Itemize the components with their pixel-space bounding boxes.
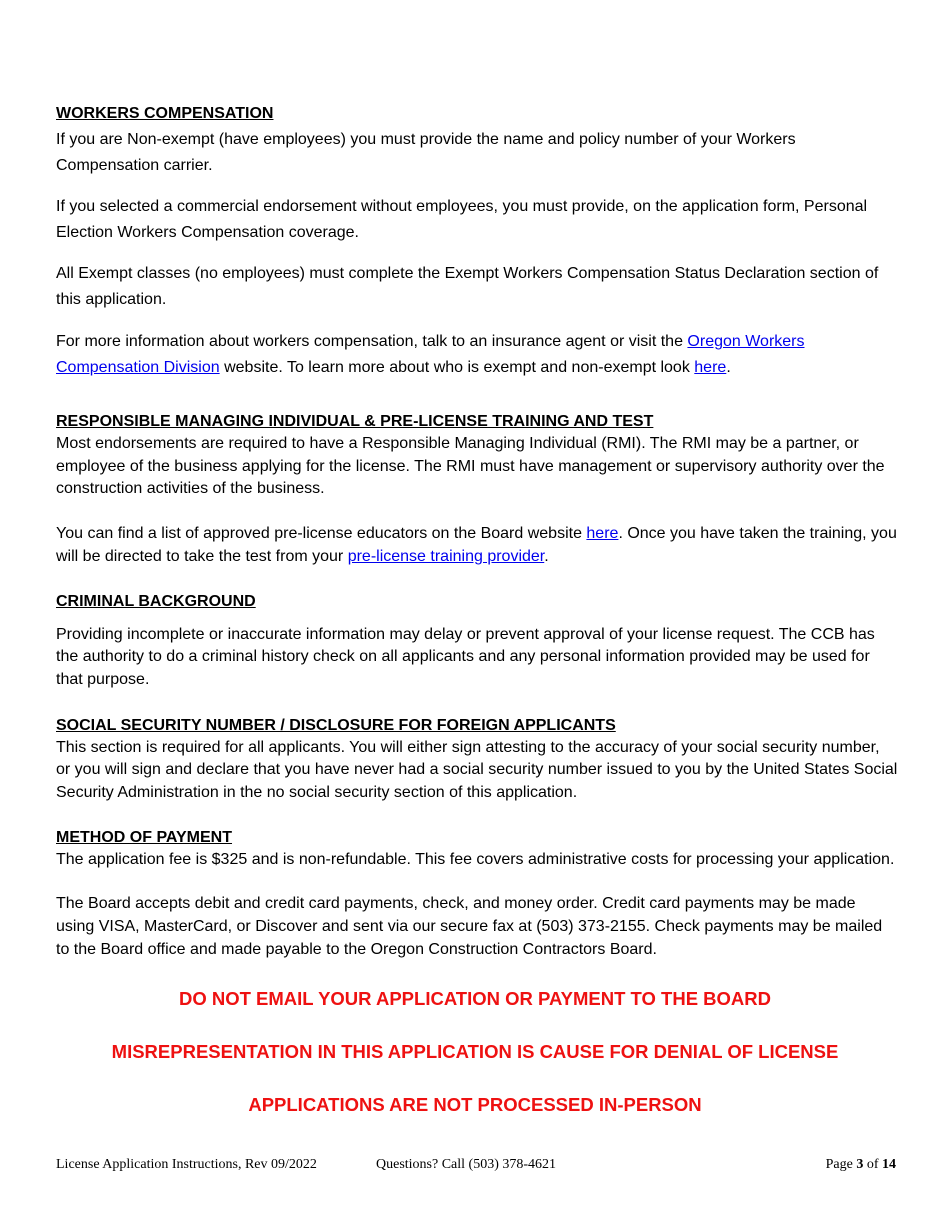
rmi-p2-text-c: . <box>544 547 549 565</box>
warning-misrepresentation: MISREPRESENTATION IN THIS APPLICATION IS CAUSE FOR DENIAL OF LICENSE <box>111 1040 839 1062</box>
workers-comp-paragraph-2: If you selected a commercial endorsement without employees, you must provide, on the application form, Personal Election Workers Compensation coverage. <box>56 198 868 241</box>
ssn-paragraph: This section is required for all applicants. You will either sign attesting to the accuracy of your social security number, or you will sign and declare that you have never had a social security number issued to you by the United States Social Security Administration in the no social security section of this application. <box>56 738 898 802</box>
rmi-paragraph-2 <box>56 523 898 568</box>
payment-paragraph-1: The application fee is $325 and is non-refundable. This fee covers administrative costs for processing your application. <box>56 850 895 868</box>
workers-comp-paragraph-3: All Exempt classes (no employees) must complete the Exempt Workers Compensation Status Declaration section of this application. <box>56 265 879 308</box>
rmi-heading: RESPONSIBLE MANAGING INDIVIDUAL & PRE-LICENSE TRAINING AND TEST <box>56 413 654 430</box>
rmi-p2-text-b: . Once you have taken the training, you will be directed to take the test from your <box>56 525 897 565</box>
criminal-background-paragraph: Providing incomplete or inaccurate information may delay or prevent approval of your license request. The CCB has the authority to do a criminal history check on all applicants and any personal information provided may be used for that purpose. <box>56 625 875 688</box>
footer-page-total: 14 <box>882 1157 896 1172</box>
workers-comp-p4-text-b: website. To learn more about who is exempt and non-exempt look <box>219 359 695 376</box>
workers-comp-paragraph-1: If you are Non-exempt (have employees) you must provide the name and policy number of your Workers Compensation carrier. <box>56 131 796 174</box>
workers-comp-paragraph-4 <box>56 329 898 381</box>
payment-heading: METHOD OF PAYMENT <box>56 828 233 846</box>
document-body <box>56 103 898 1118</box>
ssn-heading: SOCIAL SECURITY NUMBER / DISCLOSURE FOR FOREIGN APPLICANTS <box>56 716 616 734</box>
rmi-paragraph-1: Most endorsements are required to have a Responsible Managing Individual (RMI). The RMI may be a partner, or employee of the business applying for the license. The RMI must have management or supervisory authority over the construction activities of the business. <box>56 435 885 498</box>
workers-comp-heading: WORKERS COMPENSATION <box>56 105 274 122</box>
workers-comp-p4-text-c: . <box>726 359 731 376</box>
exempt-info-here-link[interactable]: here <box>694 359 727 376</box>
criminal-background-heading: CRIMINAL BACKGROUND <box>56 592 256 610</box>
footer-page-current: 3 <box>856 1157 864 1172</box>
pre-license-educators-here-link[interactable]: here <box>586 525 619 543</box>
footer-page-number <box>826 1156 896 1174</box>
workers-comp-p4-text-a: For more information about workers compensation, talk to an insurance agent or visit the <box>56 333 688 350</box>
oregon-workers-comp-division-link[interactable]: Oregon Workers Compensation Division <box>56 333 805 376</box>
footer-page-label: Page <box>825 1157 857 1172</box>
warning-not-in-person: APPLICATIONS ARE NOT PROCESSED IN-PERSON <box>248 1093 702 1115</box>
rmi-p2-text-a: You can find a list of approved pre-license educators on the Board website <box>56 525 587 543</box>
payment-paragraph-2: The Board accepts debit and credit card payments, check, and money order. Credit card payments may be made using VISA, MasterCard, or Discover and sent via our secure fax at (503) 373-2155. Check payments may be mailed to the Board office and made payable to the Oregon Construction Contractors Board. <box>56 895 883 958</box>
pre-license-training-provider-link[interactable]: pre-license training provider <box>347 547 545 565</box>
warning-no-email: DO NOT EMAIL YOUR APPLICATION OR PAYMENT TO THE BOARD <box>178 987 772 1009</box>
footer-page-of: of <box>863 1157 882 1172</box>
footer-revision: License Application Instructions, Rev 09/2022 <box>56 1157 317 1172</box>
footer-phone: Questions? Call (503) 378-4621 <box>376 1157 557 1172</box>
